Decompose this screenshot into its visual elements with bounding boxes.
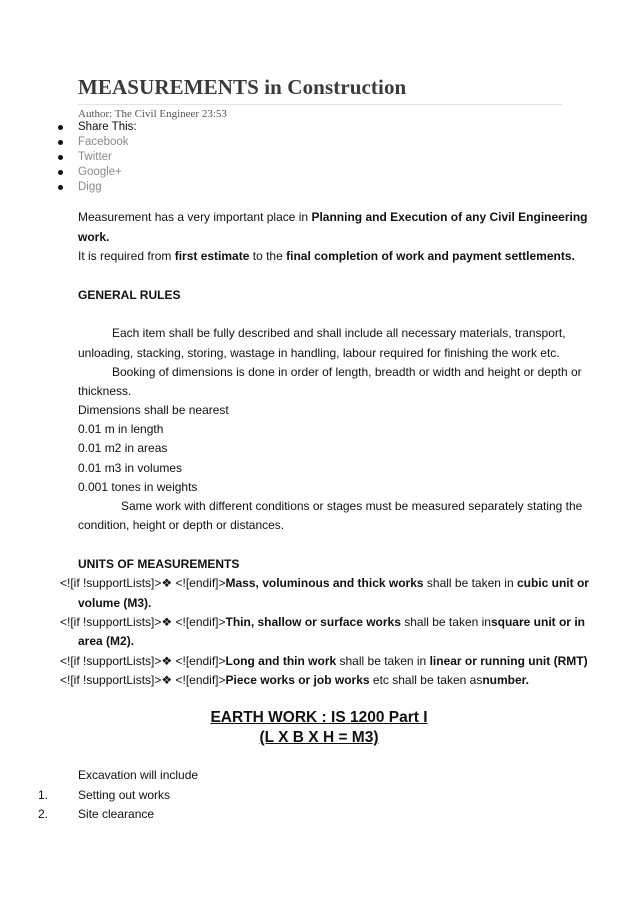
unit-item: <![if !supportLists]>❖ <![endif]>Mass, voluminous and thick works shall be taken in cubic unit or xyxy=(60,576,589,590)
intro-paragraph-2: It is required from first estimate to the final completion of work and payment settlements. xyxy=(78,249,575,263)
rule-para1-line2: unloading, stacking, storing, wastage in handling, labour required for finishing the work etc. xyxy=(78,346,560,360)
units-heading: UNITS OF MEASUREMENTS xyxy=(78,557,240,571)
dim-item: 0.01 m3 in volumes xyxy=(78,461,183,475)
share-twitter-link[interactable]: Twitter xyxy=(0,150,137,165)
list-number: 1. xyxy=(38,788,49,802)
earthwork-title: EARTH WORK : IS 1200 Part I xyxy=(210,709,428,726)
bullet-icon xyxy=(58,170,63,175)
unit-item-cont: volume (M3). xyxy=(78,596,152,610)
dim-item: 0.01 m in length xyxy=(78,422,164,436)
general-rules-heading: GENERAL RULES xyxy=(78,288,181,302)
share-label: Share This: xyxy=(0,120,137,135)
rule-para2-line2: thickness. xyxy=(78,384,132,398)
author-line: Author: The Civil Engineer 23:53 xyxy=(78,108,227,120)
intro-paragraph-line2: work. xyxy=(78,230,110,244)
rule-para1-line1: Each item shall be fully described and shall include all necessary materials, transport, xyxy=(112,326,566,340)
share-digg-link[interactable]: Digg xyxy=(0,180,137,195)
list-number: 2. xyxy=(38,807,49,821)
list-item: Site clearance xyxy=(78,807,155,821)
bullet-icon xyxy=(58,140,63,145)
unit-item: <![if !supportLists]>❖ <![endif]>Long and thin work shall be taken in linear or running unit (RMT) xyxy=(60,654,588,668)
rule-para3-line2: condition, height or depth or distances. xyxy=(78,518,285,532)
dims-intro: Dimensions shall be nearest xyxy=(78,403,229,417)
share-list xyxy=(0,120,137,195)
rule-para2-line1: Booking of dimensions is done in order of length, breadth or width and height or depth or xyxy=(112,365,582,379)
list-item: Setting out works xyxy=(78,788,171,802)
bullet-icon xyxy=(58,185,63,190)
unit-item: <![if !supportLists]>❖ <![endif]>Thin, shallow or surface works shall be taken insquare unit or in xyxy=(60,615,585,629)
article-title: MEASUREMENTS in Construction xyxy=(78,75,407,99)
bullet-icon xyxy=(58,125,63,130)
bullet-icon xyxy=(58,155,63,160)
dim-item: 0.01 m2 in areas xyxy=(78,441,168,455)
unit-item-cont: area (M2). xyxy=(78,634,135,648)
earthwork-formula: (L X B X H = M3) xyxy=(259,729,379,746)
rule-para3-line1: Same work with different conditions or stages must be measured separately stating the xyxy=(121,499,583,513)
share-googleplus-link[interactable]: Google+ xyxy=(0,165,137,180)
earthwork-intro: Excavation will include xyxy=(78,768,199,782)
dim-item: 0.001 tones in weights xyxy=(78,480,198,494)
intro-paragraph-line1: Measurement has a very important place in Planning and Execution of any Civil Engineering xyxy=(78,210,588,224)
share-facebook-link[interactable]: Facebook xyxy=(0,135,137,150)
title-divider xyxy=(78,104,562,105)
unit-item: <![if !supportLists]>❖ <![endif]>Piece works or job works etc shall be taken asnumber. xyxy=(60,673,529,687)
